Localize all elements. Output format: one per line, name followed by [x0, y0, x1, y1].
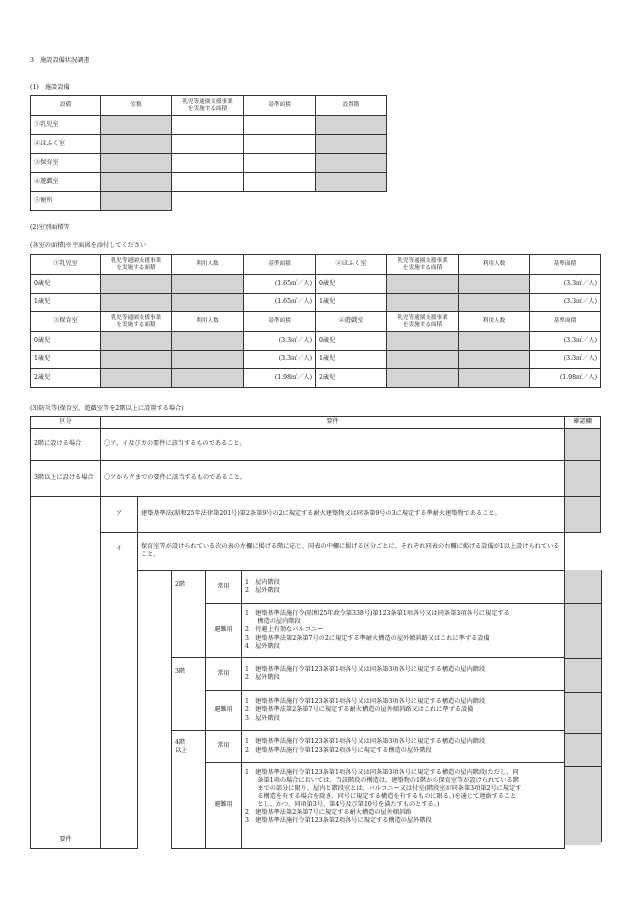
age-label: 1歳児 [316, 293, 387, 312]
check-cell [565, 429, 601, 461]
base-area: (3.3㎡／人) [244, 332, 316, 351]
base-area: (1.98㎡／人) [530, 369, 601, 388]
facility-row-label: ①乳児室 [31, 116, 101, 135]
floor2-label: 2階に設ける場合 [31, 429, 101, 461]
equipment-list: 1 建築基準法施行令第123条第1項各号又は同条第3項各号に規定する構造の屋内階段 2 建築基準法第2条第7号に規定する耐火構造の屋外傾斜路又はこれに準ずる設備 3 屋外階段 [245, 698, 486, 722]
document-title: 3 施設設備状況調書 [30, 57, 90, 64]
equipment-list: 1 建築基準法施行令(昭和25年政令第338号)第123条第1項各号又は同条第3項各号に規定する 構造の屋内階段 2 待避上有効なバルコニー 3 建築基準法第2条第7号の2に規定する準耐火構造の屋外傾斜路又はこれに準ずる設備 4 屋外階段 [245, 610, 510, 650]
usage-evac: 避難用 [206, 604, 242, 658]
facility-row-label: ④遊戯室 [31, 173, 101, 192]
check-cell [565, 693, 601, 734]
requirements-label: 要件 [31, 497, 101, 849]
age-label: 0歳児 [316, 332, 387, 351]
equipment-list: 1 建築基準法施行令第123条第1項各号又は同条第3項各号に規定する構造の屋内階段 2 屋外階段 [245, 665, 486, 681]
header-room-count: 室数 [101, 96, 172, 116]
usage-evac: 避難用 [206, 763, 242, 849]
equipment-list: 1 屋内階段 2 屋外階段 [245, 578, 280, 594]
header-requirements: 要件 [101, 417, 565, 429]
room-label: ④遊戯室 [316, 312, 387, 332]
age-label: 0歳児 [316, 275, 387, 294]
section2-heading: (2)室別面積等 [30, 224, 70, 231]
room-label: ②ほふく室 [316, 255, 387, 275]
equipment-list: 1 建築基準法施行令第123条第1項各号又は同条第3項各号に規定する構造の屋内階段(ただし、同 条第1項の場合においては、当該階段の構造は、建築物の1階から保育室等が設けられている階 までの部分に限り、屋内と階段室とは、バルコニー又は付室(階段室が同条第3項第2号に規定す る構造を有する場合を除き、同号に規定する構造を有するものに限る。)を通じて連絡すること とし、かつ、同項第3号、第4号及び第10号を満たすものとする。) 2 建築基準法第2条第7号に規定する耐火構造の屋外傾斜路 3 建築基準法施行令第123条第2項各号に規定する構造の屋外階段 [245, 769, 522, 825]
base-area: (3.3㎡／人) [530, 293, 601, 312]
section2-note: (各室の面積)※平面図を添付してください [30, 242, 147, 249]
base-area: (1.65㎡／人) [244, 293, 316, 312]
item-i-label: イ [101, 533, 138, 849]
section3-heading: (3)防災等(保育室、遊戯室等を2階以上に設置する場合) [30, 405, 184, 412]
check-cell [565, 570, 601, 604]
age-label: 2歳児 [31, 369, 101, 388]
header-support-area: 乳児等通園支援事業 を実施する面積 [172, 96, 244, 116]
floor-label: 3階 [172, 658, 206, 731]
header-standard-area: 基準面積 [244, 96, 316, 116]
item-a-label: ア [101, 497, 138, 533]
header-setsubi: 設備 [31, 96, 101, 116]
facility-table [30, 95, 387, 211]
room-label: ③保育室 [31, 312, 101, 332]
base-area: (3.3㎡／人) [530, 350, 601, 369]
age-label: 0歳児 [31, 332, 101, 351]
header-kubun: 区分 [31, 417, 101, 429]
age-label: 0歳児 [31, 275, 101, 294]
age-label: 1歳児 [31, 350, 101, 369]
floor3-label: 3階以上に設ける場合 [31, 461, 101, 497]
item-a-text: 建築基準法(昭和25年法律第201号)第2条第9号の2に規定する耐火建築物又は同条第9号の3に規定する準耐火建築物であること。 [138, 497, 565, 533]
base-area: (1.98㎡／人) [244, 369, 316, 388]
section1-heading: (1) 施設設備 [30, 84, 70, 91]
header-floor: 設置階 [316, 96, 387, 116]
check-cell [565, 461, 601, 497]
base-area: (3.3㎡／人) [530, 332, 601, 351]
check-column [564, 570, 602, 842]
check-cell [565, 734, 601, 767]
check-cell [565, 604, 601, 659]
base-area: (3.3㎡／人) [530, 275, 601, 294]
floor-label: 2階 [172, 571, 206, 658]
floor2-text: 〇ア、イ及びカの要件に該当するものであること。 [101, 429, 565, 461]
check-cell [565, 497, 601, 533]
age-label: 2歳児 [316, 369, 387, 388]
facility-row-label: ③保育室 [31, 154, 101, 173]
room-area-table: ①乳児室 乳児等通園支援事業 を実施する面積 利用人数 基準面積 ②ほふく室 乳児等通園支援事業 を実施する面積 利用人数 基準面積 0歳児 (1.65㎡／人) 0歳児 (3.3㎡／人) 1歳児 (1.65㎡／人) 1歳児 (3.3㎡／人) ③保育室 乳児等通園支援事業 を実施する面積 利用人数 基準面積 ④遊戯室 乳児等通園支援事業 を実施する面積 利用人数 基準面積 0歳児 (3.3㎡／人) 0歳児 (3.3㎡／人) 1歳児 (3.3㎡／人) 1歳児 (3.3㎡／人) 2歳児 (1.98㎡／人) 2歳児 (1.98㎡／人) [30, 254, 601, 388]
facility-row-label: ⑤便所 [31, 192, 101, 211]
room-label: ①乳児室 [31, 255, 101, 275]
usage-normal: 常用 [206, 731, 242, 763]
base-area: (3.3㎡／人) [244, 350, 316, 369]
base-area: (1.65㎡／人) [244, 275, 316, 294]
header-check: 確認欄 [565, 417, 601, 429]
floor-label: 4階 以上 [172, 731, 206, 849]
age-label: 1歳児 [316, 350, 387, 369]
item-i-text: 保育室等が設けられている次の表の左欄に掲げる階に応じ、同表の中欄に掲げる区分ごとに、それぞれ同表の右欄に掲げる設備が1以上設けられていること。 [138, 533, 565, 571]
disaster-table [30, 416, 601, 849]
facility-row-label: ②ほふく室 [31, 135, 101, 154]
equipment-list: 1 建築基準法施行令第123条第1項各号又は同条第3項各号に規定する構造の屋内階段 2 建築基準法施行令第123条第2項各号に規定する構造の屋外階段 [245, 738, 486, 754]
floor3-text: 〇アからクまでの要件に該当するものであること。 [101, 461, 565, 497]
usage-normal: 常用 [206, 571, 242, 604]
check-cell [565, 659, 601, 693]
usage-evac: 避難用 [206, 691, 242, 731]
usage-normal: 常用 [206, 658, 242, 691]
age-label: 1歳児 [31, 293, 101, 312]
check-cell [565, 767, 601, 845]
